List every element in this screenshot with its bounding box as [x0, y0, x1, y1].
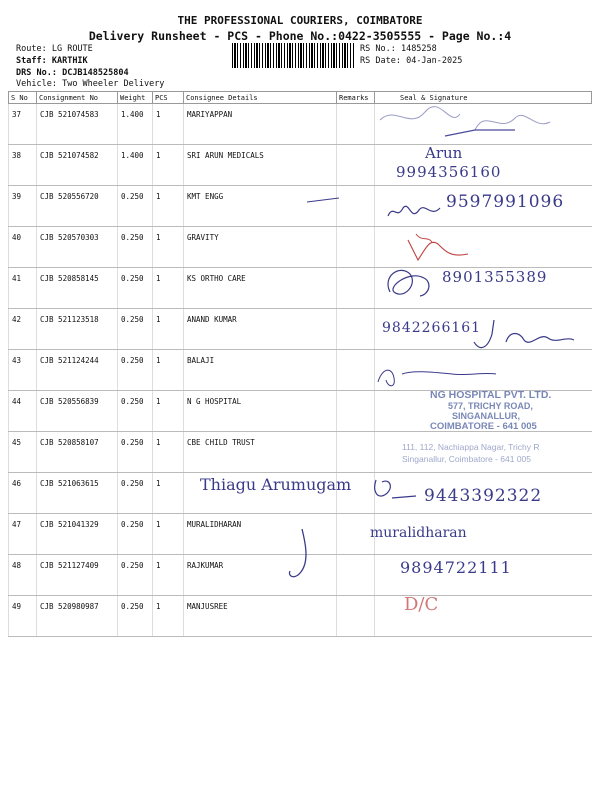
cell-consignee: MANJUSREE [184, 596, 337, 637]
cell-signature [375, 350, 592, 391]
cell-consignment: CJB 521127409 [37, 555, 118, 596]
rs-date-label: RS Date: [360, 56, 401, 66]
vehicle-value: Two Wheeler Delivery [62, 79, 165, 89]
cell-remarks [337, 145, 375, 186]
cell-remarks [337, 596, 375, 637]
cell-signature [375, 186, 592, 227]
rs-date-line [360, 55, 462, 67]
barcode [232, 43, 354, 68]
cell-consignment: CJB 520556839 [37, 391, 118, 432]
cell-weight: 0.250 [118, 186, 153, 227]
cell-consignment: CJB 521074583 [37, 104, 118, 145]
company-title: THE PROFESSIONAL COURIERS, COIMBATORE [177, 14, 423, 27]
cell-sno: 48 [9, 555, 37, 596]
cell-remarks [337, 268, 375, 309]
cell-consignment: CJB 521041329 [37, 514, 118, 555]
cell-consignment: CJB 520980987 [37, 596, 118, 637]
cell-remarks [337, 473, 375, 514]
runsheet-table-wrap [8, 91, 591, 637]
cell-weight: 0.250 [118, 596, 153, 637]
cell-sno: 40 [9, 227, 37, 268]
cell-weight: 1.400 [118, 145, 153, 186]
staff-value: KARTHIK [51, 56, 88, 66]
cell-sno: 44 [9, 391, 37, 432]
hw-r39-phone: 9597991096 [446, 192, 565, 212]
table-row [9, 514, 592, 555]
drs-line [16, 67, 129, 79]
cell-signature [375, 555, 592, 596]
cell-consignee: KMT ENGG [184, 186, 337, 227]
ng-hospital-stamp-line1: NG HOSPITAL PVT. LTD. [430, 389, 552, 401]
cell-consignment: CJB 520570303 [37, 227, 118, 268]
cell-sno: 45 [9, 432, 37, 473]
cell-pcs: 1 [153, 145, 184, 186]
cell-remarks [337, 555, 375, 596]
hw-r42-phone: 9842266161 [382, 320, 482, 336]
cell-remarks [337, 309, 375, 350]
cell-weight: 0.250 [118, 473, 153, 514]
route-line [16, 43, 93, 55]
cell-sno: 37 [9, 104, 37, 145]
child-trust-stamp-line1: 111, 112, Nachiappa Nagar, Trichy R [402, 442, 540, 452]
cell-consignment: CJB 521124244 [37, 350, 118, 391]
table-row [9, 104, 592, 145]
table-row [9, 145, 592, 186]
cell-sno: 47 [9, 514, 37, 555]
cell-sno: 49 [9, 596, 37, 637]
cell-consignee: KS ORTHO CARE [184, 268, 337, 309]
col-header-consignee: Consignee Details [184, 92, 337, 104]
cell-pcs: 1 [153, 350, 184, 391]
staff-label: Staff: [16, 56, 47, 66]
cell-remarks [337, 186, 375, 227]
cell-signature [375, 309, 592, 350]
cell-signature [375, 432, 592, 473]
cell-signature [375, 473, 592, 514]
hw-r46-consignee: Thiagu Arumugam [200, 475, 352, 494]
vehicle-line [16, 79, 164, 89]
cell-pcs: 1 [153, 432, 184, 473]
cell-weight: 0.250 [118, 391, 153, 432]
cell-sno: 39 [9, 186, 37, 227]
cell-weight: 0.250 [118, 432, 153, 473]
cell-weight: 0.250 [118, 227, 153, 268]
cell-consignee: ANAND KUMAR [184, 309, 337, 350]
cell-weight: 0.250 [118, 350, 153, 391]
rs-date-value: 04-Jan-2025 [406, 56, 463, 66]
table-row [9, 309, 592, 350]
cell-pcs: 1 [153, 268, 184, 309]
col-header-remarks: Remarks [337, 92, 375, 104]
cell-remarks [337, 350, 375, 391]
cell-pcs: 1 [153, 227, 184, 268]
cell-weight: 1.400 [118, 104, 153, 145]
child-trust-stamp-line2: Singanallur, Coimbatore - 641 005 [402, 454, 531, 464]
table-row [9, 432, 592, 473]
drs-value: DCJB148525804 [62, 68, 129, 78]
cell-weight: 0.250 [118, 268, 153, 309]
hw-r46-phone: 9443392322 [424, 486, 543, 506]
cell-consignment: CJB 520858145 [37, 268, 118, 309]
rs-no-label: RS No.: [360, 44, 396, 54]
cell-signature [375, 596, 592, 637]
cell-signature [375, 145, 592, 186]
cell-pcs: 1 [153, 514, 184, 555]
cell-remarks [337, 227, 375, 268]
cell-sno: 46 [9, 473, 37, 514]
runsheet-subtitle: Delivery Runsheet - PCS - Phone No.:0422-3505555 - Page No.:4 [88, 29, 512, 43]
cell-consignment: CJB 521063615 [37, 473, 118, 514]
cell-consignment: CJB 520858107 [37, 432, 118, 473]
table-row [9, 473, 592, 514]
ng-hospital-stamp-line2: 577, TRICHY ROAD, [448, 401, 533, 411]
cell-weight: 0.250 [118, 555, 153, 596]
cell-consignment: CJB 521074582 [37, 145, 118, 186]
cell-sno: 42 [9, 309, 37, 350]
cell-consignee: BALAJI [184, 350, 337, 391]
cell-consignee: GRAVITY [184, 227, 337, 268]
hw-r48-phone: 9894722111 [400, 558, 512, 577]
cell-consignee: SRI ARUN MEDICALS [184, 145, 337, 186]
table-row [9, 596, 592, 637]
cell-pcs: 1 [153, 104, 184, 145]
hw-r38-name: Arun [425, 144, 463, 162]
cell-pcs: 1 [153, 555, 184, 596]
cell-consignee: CBE CHILD TRUST [184, 432, 337, 473]
cell-weight: 0.250 [118, 514, 153, 555]
col-header-pcs: PCS [153, 92, 184, 104]
cell-remarks [337, 391, 375, 432]
table-row [9, 186, 592, 227]
col-header-consignment: Consignment No [37, 92, 118, 104]
cell-signature [375, 514, 592, 555]
cell-consignee: N G HOSPITAL [184, 391, 337, 432]
drs-label: DRS No.: [16, 68, 57, 78]
cell-remarks [337, 432, 375, 473]
col-header-weight: Weight [118, 92, 153, 104]
table-row [9, 268, 592, 309]
cell-sno: 38 [9, 145, 37, 186]
staff-line [16, 55, 88, 67]
cell-consignment: CJB 521123518 [37, 309, 118, 350]
vehicle-label: Vehicle: [16, 79, 57, 89]
cell-consignment: CJB 520556720 [37, 186, 118, 227]
table-header-row [9, 92, 592, 104]
route-label: Route: [16, 44, 47, 54]
cell-sno: 43 [9, 350, 37, 391]
cell-consignee: RAJKUMAR [184, 555, 337, 596]
cell-consignee: MARIYAPPAN [184, 104, 337, 145]
runsheet-table [8, 91, 592, 637]
col-header-signature: Seal & Signature [375, 92, 592, 104]
rs-no-value: 1485258 [400, 44, 437, 54]
cell-remarks [337, 104, 375, 145]
hw-r41-phone: 8901355389 [442, 268, 548, 286]
hw-r38-phone: 9994356160 [396, 163, 502, 181]
cell-pcs: 1 [153, 309, 184, 350]
cell-consignee: MURALIDHARAN [184, 514, 337, 555]
cell-weight: 0.250 [118, 309, 153, 350]
hw-r49-note: D/C [404, 594, 439, 615]
ng-hospital-stamp-line4: COIMBATORE - 641 005 [430, 421, 537, 432]
cell-sno: 41 [9, 268, 37, 309]
table-row [9, 227, 592, 268]
hw-r47-name: muralidharan [370, 525, 467, 541]
cell-pcs: 1 [153, 186, 184, 227]
cell-remarks [337, 514, 375, 555]
col-header-sno: S No [9, 92, 37, 104]
ng-hospital-stamp-line3: SINGANALLUR, [452, 411, 520, 421]
table-row [9, 555, 592, 596]
table-row [9, 350, 592, 391]
cell-signature [375, 104, 592, 145]
cell-signature [375, 227, 592, 268]
cell-pcs: 1 [153, 596, 184, 637]
cell-consignee [184, 473, 337, 514]
cell-pcs: 1 [153, 473, 184, 514]
cell-pcs: 1 [153, 391, 184, 432]
cell-signature [375, 268, 592, 309]
route-value: LG ROUTE [51, 44, 93, 54]
rs-no-line [360, 43, 437, 55]
